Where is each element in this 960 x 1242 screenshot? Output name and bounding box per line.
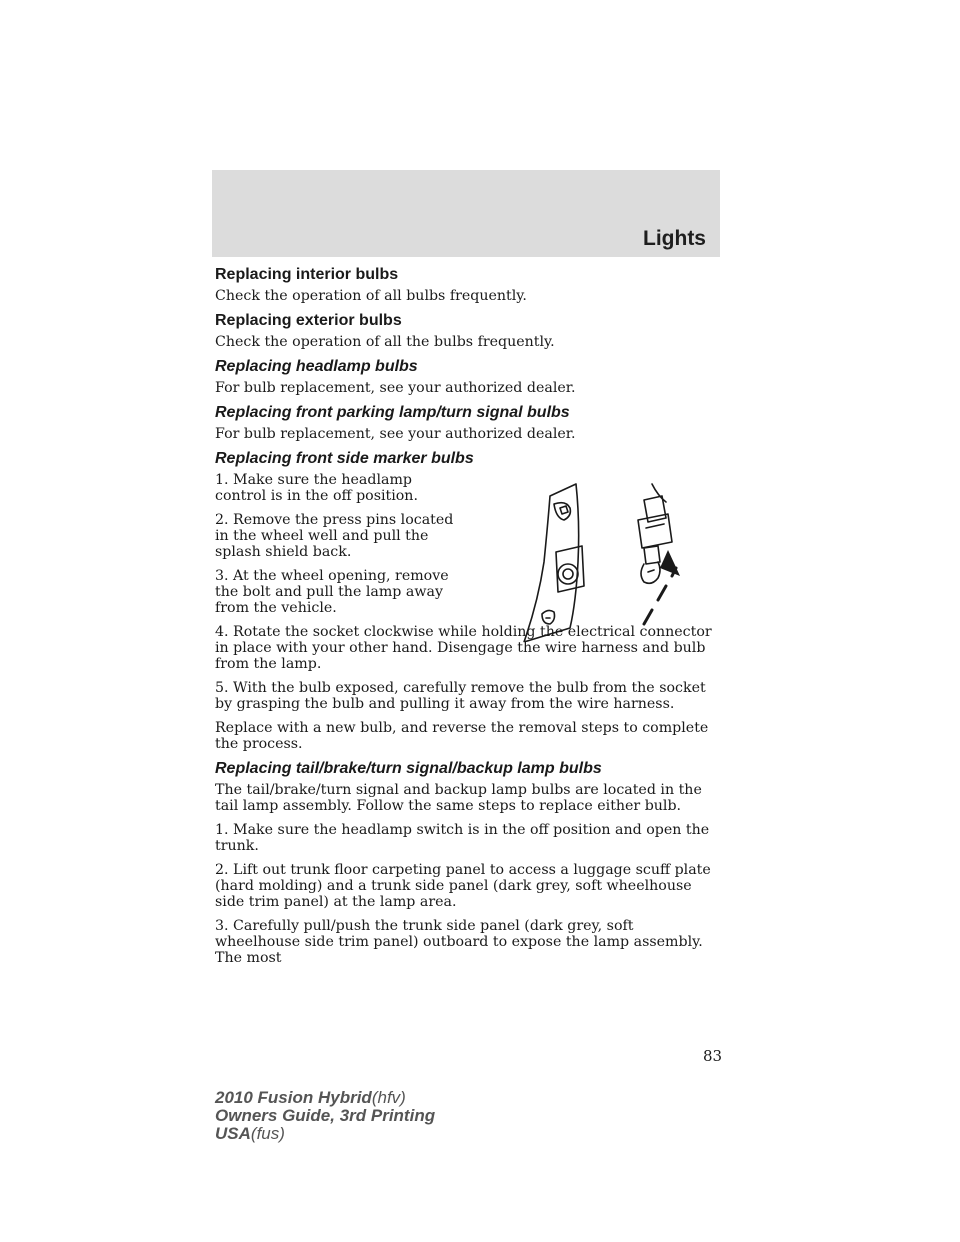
paragraph-parking: For bulb replacement, see your authorized dealer. — [215, 426, 576, 442]
heading-side-marker: Replacing front side marker bulbs — [215, 450, 474, 467]
marker-step-2: 2. Remove the press pins located in the wheel well and pull the splash shield back. — [215, 512, 454, 560]
paragraph-tail-intro: The tail/brake/turn signal and backup lamp bulbs are located in the tail lamp assembly. Follow the same steps to replace either bulb. — [215, 782, 702, 814]
tail-step-3: 3. Carefully pull/push the trunk side panel (dark grey, soft wheelhouse side trim panel) outboard to expose the lamp assembly. The most — [215, 918, 703, 966]
paragraph-replace: Replace with a new bulb, and reverse the removal steps to complete the process. — [215, 720, 709, 752]
section-header-band — [212, 170, 720, 257]
paragraph-exterior: Check the operation of all the bulbs frequently. — [215, 334, 555, 350]
footer-imprint — [215, 1089, 435, 1143]
footer-guide: Owners Guide, 3rd Printing — [215, 1106, 436, 1125]
heading-tail-lamp: Replacing tail/brake/turn signal/backup lamp bulbs — [215, 760, 602, 777]
footer-market: USA — [215, 1124, 251, 1143]
paragraph-headlamp: For bulb replacement, see your authorized dealer. — [215, 380, 576, 396]
paragraph-interior: Check the operation of all bulbs frequently. — [215, 288, 527, 304]
page-number: 83 — [703, 1047, 723, 1065]
heading-interior-bulbs: Replacing interior bulbs — [215, 266, 399, 283]
footer-market-code: (fus) — [250, 1124, 285, 1143]
heading-headlamp-bulbs: Replacing headlamp bulbs — [215, 358, 418, 375]
heading-parking-lamp: Replacing front parking lamp/turn signal bulbs — [215, 404, 570, 421]
marker-step-5: 5. With the bulb exposed, carefully remove the bulb from the socket by grasping the bulb and pulling it away from the wire harness. — [215, 680, 706, 712]
side-marker-bulb-illustration — [520, 482, 720, 642]
footer-model: 2010 Fusion Hybrid — [215, 1088, 372, 1107]
marker-step-3: 3. At the wheel opening, remove the bolt and pull the lamp away from the vehicle. — [215, 568, 449, 616]
marker-step-1: 1. Make sure the headlamp control is in the off position. — [215, 472, 418, 504]
heading-exterior-bulbs: Replacing exterior bulbs — [215, 312, 402, 329]
tail-step-1: 1. Make sure the headlamp switch is in the off position and open the trunk. — [215, 822, 710, 854]
tail-step-2: 2. Lift out trunk floor carpeting panel to access a luggage scuff plate (hard molding) and a trunk side panel (dark grey, soft wheelhouse side trim panel) at the lamp area. — [215, 862, 711, 910]
footer-model-code: (hfv) — [371, 1088, 406, 1107]
marker-step-4: 4. Rotate the socket clockwise while holding the electrical connector in place with your other hand. Disengage the wire harness and bulb from the lamp. — [215, 624, 712, 672]
section-title: Lights — [643, 227, 706, 250]
